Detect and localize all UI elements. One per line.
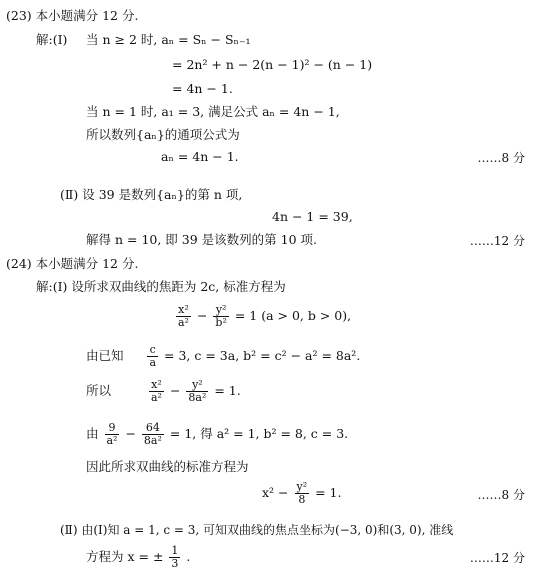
fraction: $\frac{\text{x²}}{\text{a²}}$: [178, 303, 189, 329]
fraction: $\frac{\text{y²}}{\text{b²}}$: [215, 303, 227, 329]
q24-part1-score: ……8 分: [477, 488, 525, 502]
q23-part1-line2: = 2n² + n − 2(n − 1)² − (n − 1): [172, 57, 373, 72]
q23-part1-line5: 所以数列{aₙ}的通项公式为: [86, 127, 240, 142]
q24-so-line: 所以 $\frac{\text{x²}}{\text{a²}}$ − $\frac{\text{y²}}{\text{8a²}}$ = 1.: [86, 378, 241, 404]
q24-hence-line: 因此所求双曲线的标准方程为: [86, 459, 249, 474]
q24-part1-line1: 解:(Ⅰ) 设所求双曲线的焦距为 2c, 标准方程为: [36, 279, 286, 294]
q23-part2-line1: (Ⅱ) 设 39 是数列{aₙ}的第 n 项,: [60, 187, 243, 202]
q24-part2-score: ……12 分: [469, 551, 525, 565]
fraction: $\frac{c}{a}$: [149, 343, 157, 369]
q23-part1-line6: aₙ = 4n − 1.: [161, 149, 239, 164]
q23-part1-label: 解:(Ⅰ): [36, 32, 68, 47]
q24-final-equation: x² − $\frac{\text{y²}}{8}$ = 1.: [262, 480, 342, 506]
q23-part2-line2: 4n − 1 = 39,: [272, 209, 353, 224]
fraction: $\frac{\text{y²}}{\text{8a²}}$: [188, 378, 207, 404]
q23-part1-line3: = 4n − 1.: [172, 81, 233, 96]
fraction: $\frac{\text{x²}}{\text{a²}}$: [150, 378, 162, 404]
q23-header: (23) 本小题满分 12 分.: [6, 8, 139, 23]
fraction: $\frac{64}{\text{8a²}}$: [143, 421, 162, 447]
fraction: $\frac{1}{3}$: [171, 544, 179, 570]
q24-part2-line1: (Ⅱ) 由(Ⅰ)知 a = 1, c = 3, 可知双曲线的焦点坐标为(−3, 0)和(3, 0), 准线: [60, 523, 454, 537]
q23-part2-score: ……12 分: [469, 234, 525, 248]
q24-header: (24) 本小题满分 12 分.: [6, 256, 139, 271]
fraction: $\frac{\text{y²}}{8}$: [296, 480, 308, 506]
q24-standard-equation: $\frac{\text{x²}}{\text{a²}}$ − $\frac{\text{y²}}{\text{b²}}$ = 1 (a > 0, b > 0),: [178, 303, 352, 329]
q24-from-line: 由 $\frac{9}{\text{a²}}$ − $\frac{64}{\text{8a²}}$ = 1, 得 a² = 1, b² = 8, c = 3.: [86, 421, 349, 447]
q23-part1-score: ……8 分: [477, 151, 525, 165]
q23-part2-line3: 解得 n = 10, 即 39 是该数列的第 10 项.: [86, 232, 317, 247]
q24-part2-line2: 方程为 x = ± $\frac{1}{3}$ .: [86, 544, 191, 570]
q24-known-line: 由已知 $\frac{c}{a}$ = 3, c = 3a, b² = c² − a² = 8a².: [86, 343, 361, 369]
q23-part1-line1: 当 n ≥ 2 时, aₙ = Sₙ − Sₙ₋₁: [86, 32, 251, 47]
q23-part1-line4: 当 n = 1 时, a₁ = 3, 满足公式 aₙ = 4n − 1,: [86, 104, 340, 119]
fraction: $\frac{9}{\text{a²}}$: [106, 421, 118, 447]
